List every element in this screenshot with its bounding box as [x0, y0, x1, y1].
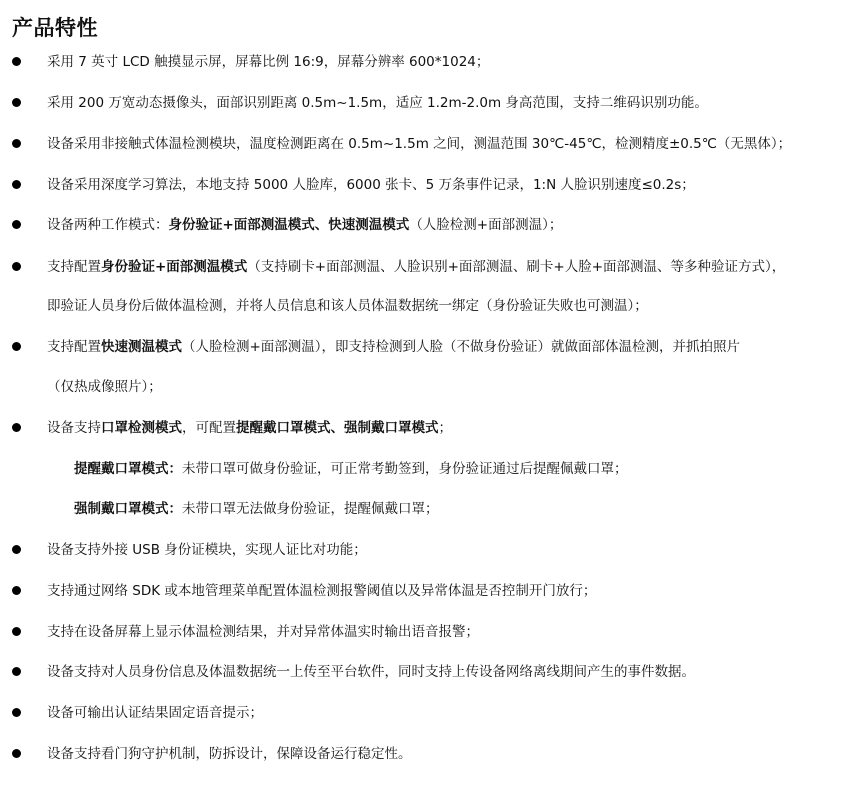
bullet-icon	[12, 57, 21, 66]
feature-text: （人脸检测+面部测温）；	[409, 217, 563, 233]
feature-item: 采用 200 万宽动态摄像头，面部识别距离 0.5m~1.5m，适应 1.2m-2.0m 身高范围，支持二维码识别功能。	[47, 95, 708, 111]
feature-text: 支持配置	[47, 339, 101, 355]
feature-item: 支持通过网络 SDK 或本地管理菜单配置体温检测报警阈值以及异常体温是否控制开门放行；	[47, 583, 597, 599]
bullet-icon	[12, 545, 21, 554]
bullet-icon	[12, 342, 21, 351]
bullet-icon	[12, 180, 21, 189]
feature-item	[47, 216, 562, 234]
feature-text: ，可配置	[182, 420, 236, 436]
bullet-icon	[12, 220, 21, 229]
bullet-icon	[12, 586, 21, 595]
feature-item: 设备可输出认证结果固定语音提示；	[47, 705, 263, 721]
bullet-icon	[12, 708, 21, 717]
mask-mode-label: 提醒戴口罩模式：	[74, 461, 182, 477]
mask-mode-text: 未带口罩可做身份验证，可正常考勤签到，身份验证通过后提醒佩戴口罩；	[182, 461, 628, 477]
feature-item: 设备支持看门狗守护机制，防拆设计，保障设备运行稳定性。	[47, 746, 412, 762]
section-title: 产品特性	[12, 16, 98, 40]
feature-text: 设备两种工作模式：	[47, 217, 169, 233]
feature-item	[47, 338, 740, 356]
feature-text: （人脸检测+面部测温），即支持检测到人脸（不做身份验证）就做面部体温检测，并抓拍照片	[182, 339, 741, 355]
mask-mode-item	[74, 460, 628, 478]
feature-text: 设备支持	[47, 420, 101, 436]
feature-item: 设备支持对人员身份信息及体温数据统一上传至平台软件，同时支持上传设备网络离线期间产生的事件数据。	[47, 664, 695, 680]
mode-name-bold: 身份验证+面部测温模式、快速测温模式	[168, 217, 410, 233]
feature-item	[47, 419, 452, 437]
mask-mode-text: 未带口罩无法做身份验证，提醒佩戴口罩；	[182, 501, 439, 517]
bullet-icon	[12, 627, 21, 636]
feature-item: 设备采用深度学习算法，本地支持 5000 人脸库，6000 张卡、5 万条事件记录，1:N 人脸识别速度≤0.2s；	[47, 177, 695, 193]
feature-item: 设备支持外接 USB 身份证模块，实现人证比对功能；	[47, 542, 367, 558]
feature-item: 设备采用非接触式体温检测模块，温度检测距离在 0.5m~1.5m 之间，测温范围 30℃-45℃，检测精度±0.5℃（无黑体）；	[47, 136, 792, 152]
feature-text: （支持刷卡+面部测温、人脸识别+面部测温、刷卡+人脸+面部测温、等多种验证方式），	[247, 259, 786, 275]
mask-mode-item	[74, 500, 439, 518]
mode-name-bold: 快速测温模式	[101, 339, 182, 355]
bullet-icon	[12, 667, 21, 676]
feature-item: 支持在设备屏幕上显示体温检测结果，并对异常体温实时输出语音报警；	[47, 624, 479, 640]
bullet-icon	[12, 139, 21, 148]
mode-name-bold: 身份验证+面部测温模式	[101, 259, 248, 275]
feature-item: 采用 7 英寸 LCD 触摸显示屏，屏幕比例 16:9，屏幕分辨率 600*1024；	[47, 54, 490, 70]
mode-name-bold: 提醒戴口罩模式、强制戴口罩模式	[236, 420, 439, 436]
bullet-icon	[12, 98, 21, 107]
bullet-icon	[12, 262, 21, 271]
feature-continuation: （仅热成像照片）；	[47, 379, 162, 395]
feature-text: ；	[438, 420, 452, 436]
feature-item	[47, 258, 785, 276]
bullet-icon	[12, 749, 21, 758]
mode-name-bold: 口罩检测模式	[101, 420, 182, 436]
bullet-icon	[12, 423, 21, 432]
feature-text: 支持配置	[47, 259, 101, 275]
mask-mode-label: 强制戴口罩模式：	[74, 501, 182, 517]
feature-continuation: 即验证人员身份后做体温检测，并将人员信息和该人员体温数据统一绑定（身份验证失败也可测温）；	[47, 298, 648, 314]
